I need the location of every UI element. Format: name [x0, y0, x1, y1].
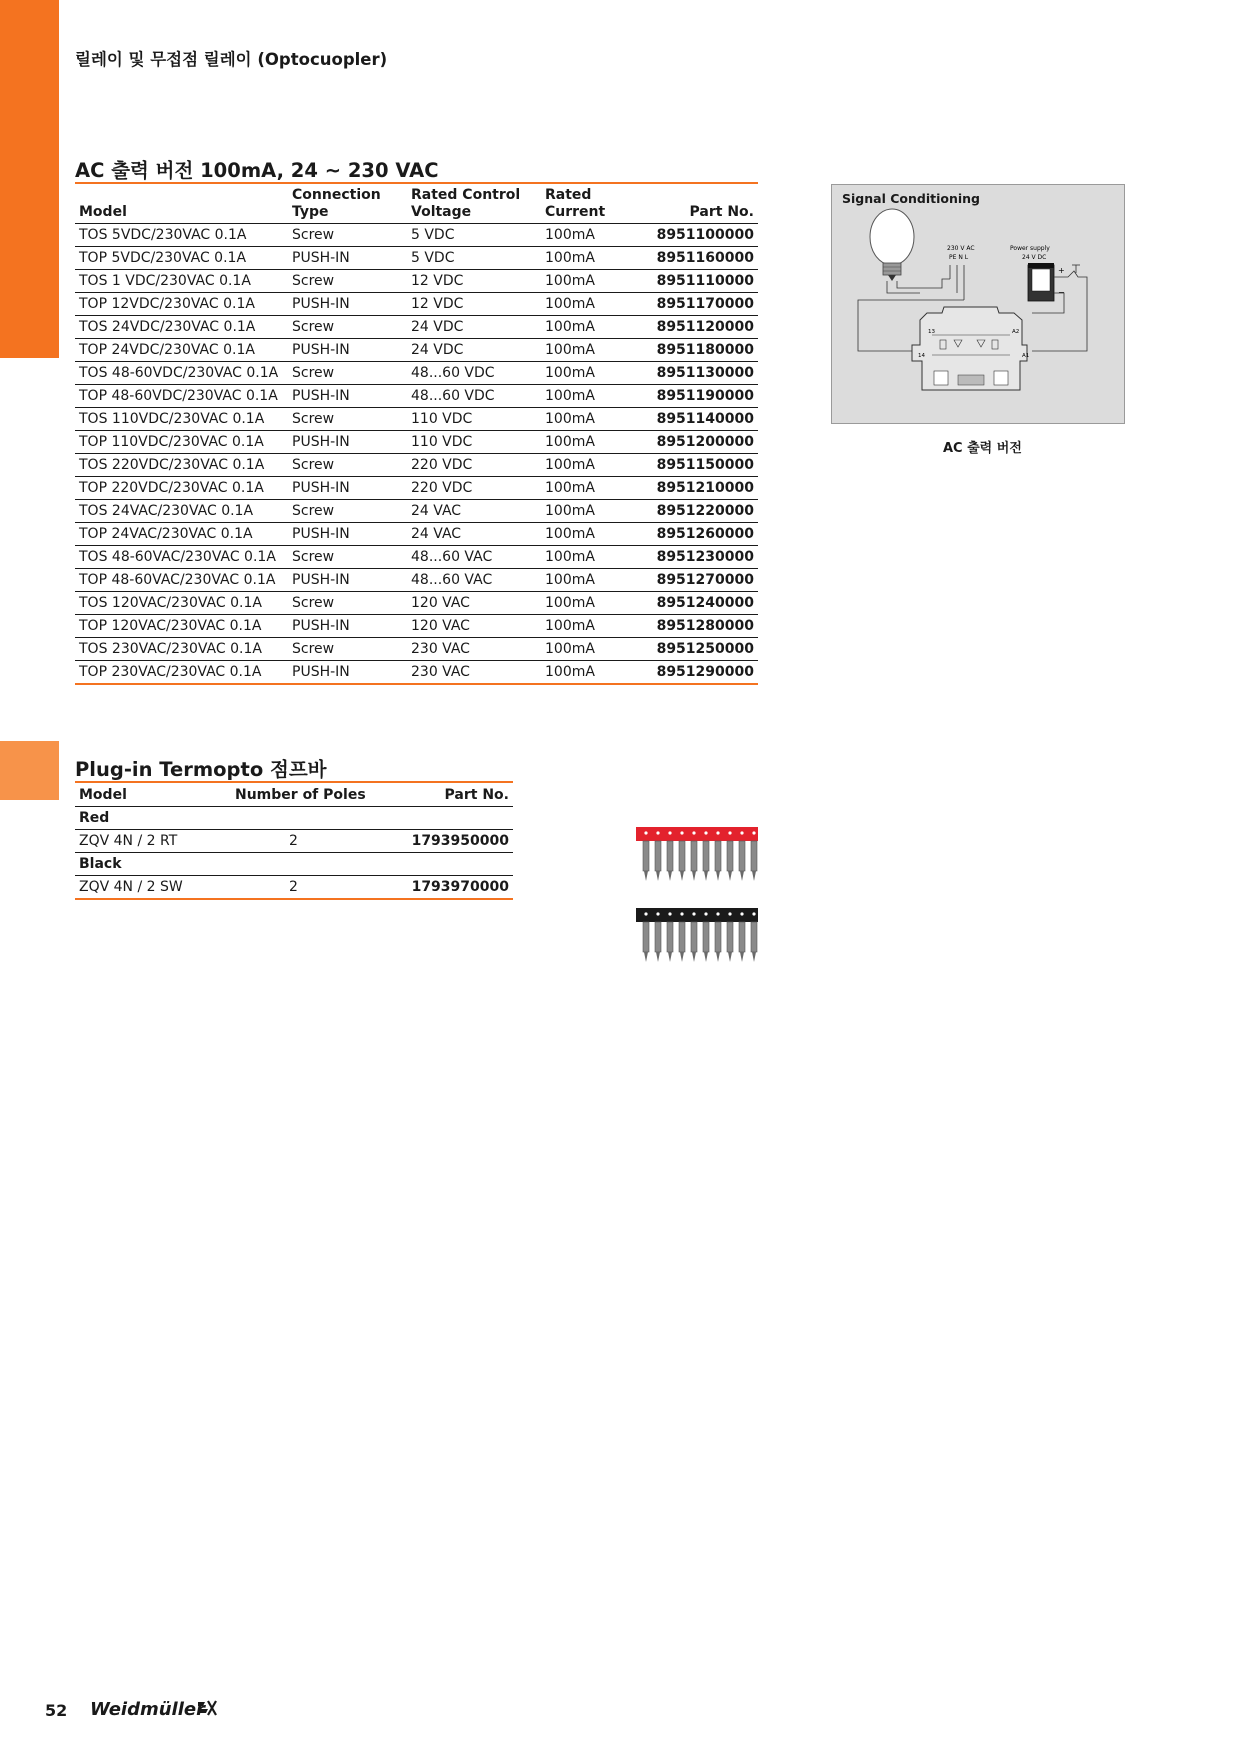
current-cell: 100mA [541, 499, 645, 522]
model-cell: TOP 48-60VDC/230VAC 0.1A [75, 384, 288, 407]
pin-tip [752, 952, 756, 962]
orange-side-marker [0, 741, 59, 800]
table-row [75, 829, 513, 852]
pin-dot [716, 831, 719, 834]
connection-cell: PUSH-IN [288, 384, 407, 407]
current-cell: 100mA [541, 637, 645, 660]
current-cell: 100mA [541, 453, 645, 476]
black-bar-body [636, 908, 758, 922]
group-label: Black [75, 852, 513, 875]
terminal-13: 13 [928, 329, 935, 335]
current-cell: 100mA [541, 292, 645, 315]
voltage-cell: 12 VDC [407, 292, 541, 315]
model-cell: TOP 24VAC/230VAC 0.1A [75, 522, 288, 545]
pin [739, 841, 745, 871]
current-cell: 100mA [541, 430, 645, 453]
voltage-cell: 5 VDC [407, 246, 541, 269]
model-cell: ZQV 4N / 2 RT [75, 829, 231, 852]
plugin-section-title: Plug-in Termopto 점프바 [75, 758, 327, 781]
pin-tip [692, 952, 696, 962]
connection-cell: PUSH-IN [288, 476, 407, 499]
table-row [75, 246, 758, 269]
part-no-cell: 8951120000 [645, 315, 758, 338]
part-no-cell: 8951230000 [645, 545, 758, 568]
voltage-cell: 120 VAC [407, 591, 541, 614]
pin-tip [752, 871, 756, 881]
current-cell: 100mA [541, 614, 645, 637]
current-cell: 100mA [541, 545, 645, 568]
pin [655, 922, 661, 952]
pin-dot [728, 912, 731, 915]
pin-tip [728, 952, 732, 962]
relay-module-icon [912, 307, 1030, 390]
brand-logo-text: Weidmüller [90, 1699, 205, 1720]
model-cell: TOP 110VDC/230VAC 0.1A [75, 430, 288, 453]
pin-tip [668, 871, 672, 881]
voltage-cell: 230 VAC [407, 637, 541, 660]
part-no-cell: 8951240000 [645, 591, 758, 614]
current-cell: 100mA [541, 522, 645, 545]
connection-cell: Screw [288, 453, 407, 476]
connection-cell: PUSH-IN [288, 522, 407, 545]
terminal-a2: A2 [1012, 329, 1020, 335]
voltage-cell: 110 VDC [407, 407, 541, 430]
column-header-current: Rated Current [541, 183, 645, 223]
pin [727, 841, 733, 871]
table-row [75, 660, 758, 684]
pin [751, 922, 757, 952]
connection-cell: PUSH-IN [288, 430, 407, 453]
model-cell: TOS 1 VDC/230VAC 0.1A [75, 269, 288, 292]
model-cell: TOS 48-60VDC/230VAC 0.1A [75, 361, 288, 384]
part-no-cell: 8951210000 [645, 476, 758, 499]
model-cell: TOS 120VAC/230VAC 0.1A [75, 591, 288, 614]
pin [751, 841, 757, 871]
current-cell: 100mA [541, 384, 645, 407]
voltage-cell: 220 VDC [407, 476, 541, 499]
label-230vac: 230 V AC [947, 245, 975, 252]
voltage-cell: 230 VAC [407, 660, 541, 684]
pin-dot [704, 912, 707, 915]
voltage-cell: 120 VAC [407, 614, 541, 637]
table-row [75, 407, 758, 430]
pin [643, 841, 649, 871]
connection-cell: PUSH-IN [288, 568, 407, 591]
pin-dot [716, 912, 719, 915]
pin [667, 841, 673, 871]
label-pe-n-l: PE N L [949, 254, 969, 261]
voltage-cell: 48...60 VDC [407, 384, 541, 407]
pin [703, 841, 709, 871]
part-no-cell: 8951110000 [645, 269, 758, 292]
table-row [75, 637, 758, 660]
current-cell: 100mA [541, 407, 645, 430]
pin-tip [644, 952, 648, 962]
current-cell: 100mA [541, 246, 645, 269]
minus-sign: − [1058, 288, 1065, 297]
current-cell: 100mA [541, 591, 645, 614]
pin [715, 922, 721, 952]
terminal-14: 14 [918, 353, 925, 359]
pin-tip [740, 871, 744, 881]
part-no-cell: 8951200000 [645, 430, 758, 453]
voltage-cell: 48...60 VDC [407, 361, 541, 384]
pin-tip [704, 871, 708, 881]
pin-tip [668, 952, 672, 962]
pin-tip [704, 952, 708, 962]
pin-dot [728, 831, 731, 834]
lamp-icon [870, 209, 914, 281]
pin-dot [668, 912, 671, 915]
pin-dot [680, 831, 683, 834]
table-row [75, 223, 758, 246]
table-row [75, 545, 758, 568]
connection-cell: Screw [288, 407, 407, 430]
voltage-cell: 5 VDC [407, 223, 541, 246]
pin-dot [692, 912, 695, 915]
table-row [75, 384, 758, 407]
table-row [75, 591, 758, 614]
table-row [75, 522, 758, 545]
current-cell: 100mA [541, 223, 645, 246]
signal-conditioning-diagram [831, 184, 1125, 424]
connection-cell: PUSH-IN [288, 338, 407, 361]
model-cell: ZQV 4N / 2 SW [75, 875, 231, 899]
part-no-cell: 8951250000 [645, 637, 758, 660]
connection-cell: Screw [288, 361, 407, 384]
voltage-cell: 24 VDC [407, 338, 541, 361]
pin-dot [752, 831, 755, 834]
pin-dot [740, 831, 743, 834]
part-no-cell: 8951220000 [645, 499, 758, 522]
model-cell: TOP 5VDC/230VAC 0.1A [75, 246, 288, 269]
voltage-cell: 48...60 VAC [407, 568, 541, 591]
pin-tip [740, 952, 744, 962]
group-row-red [75, 806, 513, 829]
part-no-cell: 8951160000 [645, 246, 758, 269]
voltage-cell: 110 VDC [407, 430, 541, 453]
connection-cell: PUSH-IN [288, 292, 407, 315]
pin [679, 841, 685, 871]
column-header-model: Model [75, 782, 231, 806]
table-row [75, 361, 758, 384]
pin-dot [740, 912, 743, 915]
voltage-cell: 24 VDC [407, 315, 541, 338]
pin-tip [728, 871, 732, 881]
red-bar-body [636, 827, 758, 841]
table-header-row [75, 183, 758, 223]
table-row [75, 338, 758, 361]
part-no-cell: 1793970000 [393, 875, 513, 899]
table-row [75, 430, 758, 453]
pin [679, 922, 685, 952]
pin [739, 922, 745, 952]
table-row [75, 499, 758, 522]
pin [667, 922, 673, 952]
pin-dot [680, 912, 683, 915]
pin-dot [704, 831, 707, 834]
model-cell: TOP 230VAC/230VAC 0.1A [75, 660, 288, 684]
part-no-cell: 8951270000 [645, 568, 758, 591]
model-cell: TOS 5VDC/230VAC 0.1A [75, 223, 288, 246]
model-cell: TOS 24VAC/230VAC 0.1A [75, 499, 288, 522]
current-cell: 100mA [541, 660, 645, 684]
pin-tip [716, 952, 720, 962]
pin [715, 841, 721, 871]
pin-dot [692, 831, 695, 834]
connection-cell: Screw [288, 315, 407, 338]
poles-cell: 2 [231, 829, 393, 852]
current-cell: 100mA [541, 361, 645, 384]
group-label: Red [75, 806, 513, 829]
connection-cell: Screw [288, 223, 407, 246]
current-cell: 100mA [541, 269, 645, 292]
column-header-poles: Number of Poles [231, 782, 393, 806]
ac-output-table [75, 182, 758, 685]
model-cell: TOP 120VAC/230VAC 0.1A [75, 614, 288, 637]
diagram-title: Signal Conditioning [842, 191, 980, 206]
label-24vdc: 24 V DC [1022, 254, 1047, 261]
voltage-cell: 24 VAC [407, 522, 541, 545]
model-cell: TOP 24VDC/230VAC 0.1A [75, 338, 288, 361]
connection-cell: Screw [288, 637, 407, 660]
model-cell: TOS 48-60VAC/230VAC 0.1A [75, 545, 288, 568]
page-header: 릴레이 및 무접점 릴레이 (Optocuopler) [75, 50, 388, 69]
part-no-cell: 8951100000 [645, 223, 758, 246]
model-cell: TOS 220VDC/230VAC 0.1A [75, 453, 288, 476]
red-jumper-bar-image [636, 825, 760, 885]
pin-tip [716, 871, 720, 881]
black-jumper-bar-image [636, 906, 760, 968]
table-row [75, 568, 758, 591]
pin [727, 922, 733, 952]
part-no-cell: 8951180000 [645, 338, 758, 361]
pin-tip [656, 871, 660, 881]
pin [655, 841, 661, 871]
jumper-bar-table [75, 781, 513, 900]
terminal-a1: A1 [1022, 353, 1030, 359]
part-no-cell: 8951290000 [645, 660, 758, 684]
model-cell: TOS 110VDC/230VAC 0.1A [75, 407, 288, 430]
part-no-cell: 8951260000 [645, 522, 758, 545]
connection-cell: Screw [288, 545, 407, 568]
voltage-cell: 48...60 VAC [407, 545, 541, 568]
part-no-cell: 8951190000 [645, 384, 758, 407]
table-row [75, 453, 758, 476]
poles-cell: 2 [231, 875, 393, 899]
pin-tip [680, 952, 684, 962]
group-row-black [75, 852, 513, 875]
voltage-cell: 220 VDC [407, 453, 541, 476]
model-cell: TOS 24VDC/230VAC 0.1A [75, 315, 288, 338]
pin-tip [644, 871, 648, 881]
pin-tip [656, 952, 660, 962]
current-cell: 100mA [541, 315, 645, 338]
column-header-connection: Connection Type [288, 183, 407, 223]
model-cell: TOP 12VDC/230VAC 0.1A [75, 292, 288, 315]
battery-icon [1028, 263, 1054, 301]
table-row [75, 875, 513, 899]
table-row [75, 269, 758, 292]
table-header-row [75, 782, 513, 806]
part-no-cell: 1793950000 [393, 829, 513, 852]
table-row [75, 315, 758, 338]
voltage-cell: 12 VDC [407, 269, 541, 292]
diagram-caption: AC 출력 버전 [943, 441, 1022, 456]
part-no-cell: 8951150000 [645, 453, 758, 476]
label-power-supply: Power supply [1010, 245, 1050, 252]
table-row [75, 476, 758, 499]
column-header-part-no: Part No. [645, 183, 758, 223]
column-header-voltage: Rated Control Voltage [407, 183, 541, 223]
pin [643, 922, 649, 952]
pin [691, 922, 697, 952]
plus-sign: + [1058, 266, 1065, 275]
connection-cell: PUSH-IN [288, 614, 407, 637]
ac-section-title: AC 출력 버전 100mA, 24 ~ 230 VAC [75, 159, 439, 182]
model-cell: TOP 48-60VAC/230VAC 0.1A [75, 568, 288, 591]
connection-cell: Screw [288, 269, 407, 292]
current-cell: 100mA [541, 338, 645, 361]
orange-side-bar [0, 0, 59, 358]
column-header-part-no: Part No. [393, 782, 513, 806]
column-header-model: Model [75, 183, 288, 223]
voltage-cell: 24 VAC [407, 499, 541, 522]
pin-dot [644, 912, 647, 915]
connection-cell: PUSH-IN [288, 246, 407, 269]
wiring-diagram-svg [832, 185, 1126, 425]
current-cell: 100mA [541, 476, 645, 499]
pin-dot [656, 831, 659, 834]
part-no-cell: 8951170000 [645, 292, 758, 315]
part-no-cell: 8951140000 [645, 407, 758, 430]
pin-dot [668, 831, 671, 834]
part-no-cell: 8951280000 [645, 614, 758, 637]
pin-tip [680, 871, 684, 881]
connection-cell: Screw [288, 591, 407, 614]
pin-dot [644, 831, 647, 834]
model-cell: TOP 220VDC/230VAC 0.1A [75, 476, 288, 499]
page-number: 52 [45, 1701, 68, 1720]
pin-dot [656, 912, 659, 915]
connection-cell: Screw [288, 499, 407, 522]
connection-cell: PUSH-IN [288, 660, 407, 684]
table-row [75, 614, 758, 637]
pin-tip [692, 871, 696, 881]
pin [703, 922, 709, 952]
part-no-cell: 8951130000 [645, 361, 758, 384]
pin-dot [752, 912, 755, 915]
current-cell: 100mA [541, 568, 645, 591]
table-row [75, 292, 758, 315]
brand-mark-icon [196, 1698, 218, 1718]
model-cell: TOS 230VAC/230VAC 0.1A [75, 637, 288, 660]
pin [691, 841, 697, 871]
